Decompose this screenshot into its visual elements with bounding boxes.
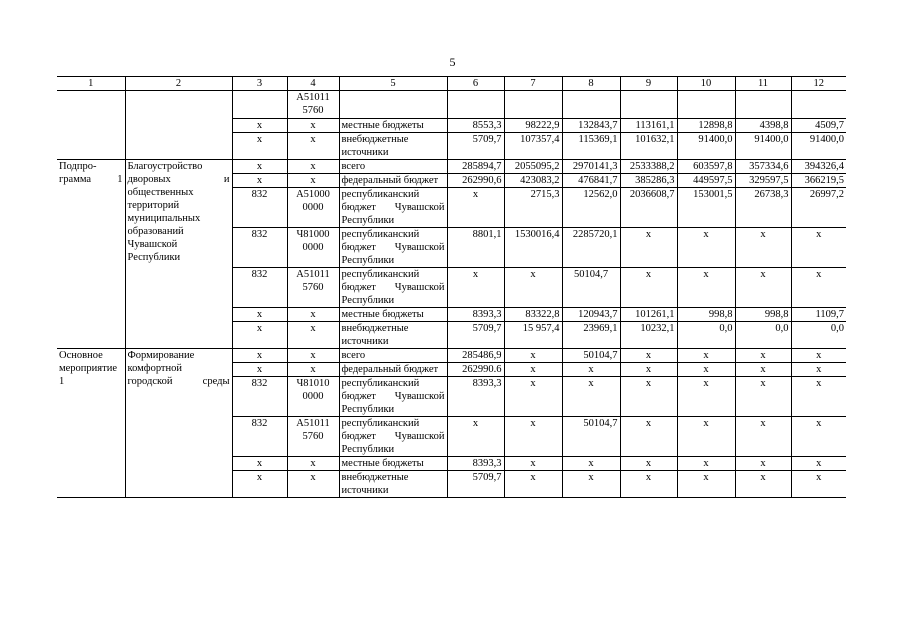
table-row bbox=[57, 91, 846, 119]
value-cell: 50104,7 bbox=[562, 268, 620, 308]
program-name-cell: Основное мероприятие 1 bbox=[57, 349, 125, 498]
column-header: 9 bbox=[620, 77, 677, 91]
value-cell: 2715,3 bbox=[504, 188, 562, 228]
value-cell: 998,8 bbox=[735, 308, 791, 322]
value-cell: х bbox=[735, 349, 791, 363]
value-cell: 91400,0 bbox=[735, 133, 791, 160]
funding-source-cell: местные бюджеты bbox=[339, 457, 447, 471]
column-header: 11 bbox=[735, 77, 791, 91]
funding-source-cell: всего bbox=[339, 160, 447, 174]
target-article-cell: х bbox=[287, 457, 339, 471]
value-cell: х bbox=[504, 417, 562, 457]
value-cell: х bbox=[735, 228, 791, 268]
value-cell: х bbox=[735, 417, 791, 457]
target-article-cell: х bbox=[287, 322, 339, 349]
value-cell: х bbox=[562, 377, 620, 417]
grbs-code-cell: 832 bbox=[232, 268, 287, 308]
value-cell: х bbox=[677, 417, 735, 457]
column-header: 12 bbox=[791, 77, 846, 91]
value-cell: 101632,1 bbox=[620, 133, 677, 160]
value-cell: х bbox=[620, 363, 677, 377]
grbs-code-cell: х bbox=[232, 457, 287, 471]
value-cell: х bbox=[677, 228, 735, 268]
grbs-code-cell: х bbox=[232, 308, 287, 322]
value-cell: х bbox=[504, 363, 562, 377]
column-number-row bbox=[57, 77, 846, 91]
value-cell: 91400,0 bbox=[677, 133, 735, 160]
value-cell: 132843,7 bbox=[562, 119, 620, 133]
budget-table bbox=[57, 76, 846, 498]
value-cell: х bbox=[447, 188, 504, 228]
value-cell: х bbox=[504, 457, 562, 471]
funding-source-cell: местные бюджеты bbox=[339, 308, 447, 322]
value-cell: 113161,1 bbox=[620, 119, 677, 133]
value-cell bbox=[620, 91, 677, 119]
value-cell: х bbox=[791, 268, 846, 308]
value-cell: х bbox=[504, 471, 562, 498]
value-cell: 2036608,7 bbox=[620, 188, 677, 228]
value-cell: 8393,3 bbox=[447, 377, 504, 417]
value-cell: х bbox=[677, 457, 735, 471]
funding-source-cell: республиканский бюджет Чувашской Республики bbox=[339, 228, 447, 268]
funding-source-cell: внебюджетные источники bbox=[339, 322, 447, 349]
value-cell bbox=[562, 91, 620, 119]
value-cell: 357334,6 bbox=[735, 160, 791, 174]
funding-source-cell: внебюджетные источники bbox=[339, 471, 447, 498]
funding-source-cell: всего bbox=[339, 349, 447, 363]
value-cell: 101261,1 bbox=[620, 308, 677, 322]
target-article-cell: А51011 5760 bbox=[287, 417, 339, 457]
value-cell: 1109,7 bbox=[791, 308, 846, 322]
target-article-cell: х bbox=[287, 349, 339, 363]
value-cell: х bbox=[791, 349, 846, 363]
grbs-code-cell: х bbox=[232, 119, 287, 133]
target-article-cell: х bbox=[287, 471, 339, 498]
value-cell: 12562,0 bbox=[562, 188, 620, 228]
column-header: 5 bbox=[339, 77, 447, 91]
grbs-code-cell: х bbox=[232, 471, 287, 498]
grbs-code-cell bbox=[232, 91, 287, 119]
value-cell: 285894,7 bbox=[447, 160, 504, 174]
value-cell: 91400,0 bbox=[791, 133, 846, 160]
funding-source-cell: республиканский бюджет Чувашской Республики bbox=[339, 377, 447, 417]
value-cell: 449597,5 bbox=[677, 174, 735, 188]
value-cell: 476841,7 bbox=[562, 174, 620, 188]
funding-source-cell: внебюджетные источники bbox=[339, 133, 447, 160]
value-cell: х bbox=[562, 471, 620, 498]
value-cell: 83322,8 bbox=[504, 308, 562, 322]
value-cell: х bbox=[791, 228, 846, 268]
value-cell: 8801,1 bbox=[447, 228, 504, 268]
value-cell bbox=[447, 91, 504, 119]
value-cell: х bbox=[620, 457, 677, 471]
value-cell: 285486,9 bbox=[447, 349, 504, 363]
funding-source-cell: федеральный бюджет bbox=[339, 174, 447, 188]
value-cell: 8553,3 bbox=[447, 119, 504, 133]
grbs-code-cell: х bbox=[232, 160, 287, 174]
value-cell: 0,0 bbox=[735, 322, 791, 349]
value-cell: 50104,7 bbox=[562, 349, 620, 363]
value-cell: х bbox=[620, 471, 677, 498]
column-header: 10 bbox=[677, 77, 735, 91]
value-cell: х bbox=[677, 377, 735, 417]
grbs-code-cell: х bbox=[232, 349, 287, 363]
value-cell: х bbox=[735, 363, 791, 377]
value-cell: 603597,8 bbox=[677, 160, 735, 174]
program-title-cell bbox=[125, 91, 232, 160]
value-cell: 262990.6 bbox=[447, 363, 504, 377]
funding-source-cell: республиканский бюджет Чувашской Республики bbox=[339, 268, 447, 308]
value-cell: 423083,2 bbox=[504, 174, 562, 188]
value-cell: 2285720,1 bbox=[562, 228, 620, 268]
target-article-cell: х bbox=[287, 160, 339, 174]
column-header: 3 bbox=[232, 77, 287, 91]
value-cell: х bbox=[735, 377, 791, 417]
value-cell bbox=[504, 91, 562, 119]
funding-source-cell: республиканский бюджет Чувашской Республики bbox=[339, 188, 447, 228]
funding-source-cell: республиканский бюджет Чувашской Республики bbox=[339, 417, 447, 457]
column-header: 7 bbox=[504, 77, 562, 91]
value-cell: х bbox=[504, 349, 562, 363]
target-article-cell: А51011 5760 bbox=[287, 268, 339, 308]
value-cell: 2970141,3 bbox=[562, 160, 620, 174]
funding-source-cell: местные бюджеты bbox=[339, 119, 447, 133]
target-article-cell: х bbox=[287, 174, 339, 188]
value-cell: х bbox=[735, 471, 791, 498]
table-row bbox=[57, 349, 846, 363]
value-cell: х bbox=[504, 377, 562, 417]
grbs-code-cell: 832 bbox=[232, 188, 287, 228]
value-cell: 4509,7 bbox=[791, 119, 846, 133]
value-cell: 8393,3 bbox=[447, 308, 504, 322]
value-cell: 153001,5 bbox=[677, 188, 735, 228]
value-cell: х bbox=[562, 363, 620, 377]
value-cell: х bbox=[791, 363, 846, 377]
value-cell: 0,0 bbox=[677, 322, 735, 349]
value-cell: 0,0 bbox=[791, 322, 846, 349]
grbs-code-cell: х bbox=[232, 363, 287, 377]
value-cell bbox=[791, 91, 846, 119]
value-cell: 26738,3 bbox=[735, 188, 791, 228]
funding-source-cell bbox=[339, 91, 447, 119]
program-name-cell bbox=[57, 91, 125, 160]
value-cell: х bbox=[791, 471, 846, 498]
value-cell: х bbox=[620, 417, 677, 457]
target-article-cell: х bbox=[287, 363, 339, 377]
value-cell: 5709,7 bbox=[447, 471, 504, 498]
value-cell: х bbox=[504, 268, 562, 308]
value-cell: 107357,4 bbox=[504, 133, 562, 160]
value-cell: 998,8 bbox=[677, 308, 735, 322]
value-cell bbox=[735, 91, 791, 119]
value-cell: 26997,2 bbox=[791, 188, 846, 228]
column-header: 8 bbox=[562, 77, 620, 91]
value-cell: 120943,7 bbox=[562, 308, 620, 322]
value-cell: 5709,7 bbox=[447, 133, 504, 160]
target-article-cell: х bbox=[287, 119, 339, 133]
value-cell: 2055095,2 bbox=[504, 160, 562, 174]
column-header: 1 bbox=[57, 77, 125, 91]
funding-source-cell: федеральный бюджет bbox=[339, 363, 447, 377]
grbs-code-cell: х bbox=[232, 174, 287, 188]
value-cell: 5709,7 bbox=[447, 322, 504, 349]
column-header: 6 bbox=[447, 77, 504, 91]
value-cell: 262990,6 bbox=[447, 174, 504, 188]
value-cell: х bbox=[791, 457, 846, 471]
value-cell: 366219,5 bbox=[791, 174, 846, 188]
grbs-code-cell: 832 bbox=[232, 228, 287, 268]
value-cell: х bbox=[620, 268, 677, 308]
grbs-code-cell: 832 bbox=[232, 417, 287, 457]
grbs-code-cell: 832 bbox=[232, 377, 287, 417]
value-cell: 115369,1 bbox=[562, 133, 620, 160]
target-article-cell: х bbox=[287, 133, 339, 160]
program-name-cell: Подпро-грамма 1 bbox=[57, 160, 125, 349]
page-number: 5 bbox=[449, 55, 456, 69]
value-cell: х bbox=[447, 268, 504, 308]
target-article-cell: А51011 5760 bbox=[287, 91, 339, 119]
value-cell: 23969,1 bbox=[562, 322, 620, 349]
value-cell: 15 957,4 bbox=[504, 322, 562, 349]
grbs-code-cell: х bbox=[232, 322, 287, 349]
value-cell: 385286,3 bbox=[620, 174, 677, 188]
value-cell: х bbox=[620, 228, 677, 268]
value-cell: 50104,7 bbox=[562, 417, 620, 457]
program-title-cell: Благоустройство дворовых и общественных территорий муниципальных образований Чувашской Республики bbox=[125, 160, 232, 349]
value-cell: х bbox=[791, 417, 846, 457]
value-cell: 12898,8 bbox=[677, 119, 735, 133]
value-cell: х bbox=[620, 377, 677, 417]
value-cell: х bbox=[677, 363, 735, 377]
value-cell: 394326,4 bbox=[791, 160, 846, 174]
value-cell: х bbox=[562, 457, 620, 471]
value-cell: х bbox=[677, 471, 735, 498]
column-header: 2 bbox=[125, 77, 232, 91]
value-cell: 329597,5 bbox=[735, 174, 791, 188]
target-article-cell: Ч81010 0000 bbox=[287, 377, 339, 417]
value-cell: х bbox=[735, 268, 791, 308]
value-cell: х bbox=[677, 268, 735, 308]
value-cell: х bbox=[791, 377, 846, 417]
value-cell: 2533388,2 bbox=[620, 160, 677, 174]
value-cell: 4398,8 bbox=[735, 119, 791, 133]
value-cell bbox=[677, 91, 735, 119]
value-cell: х bbox=[447, 417, 504, 457]
column-header: 4 bbox=[287, 77, 339, 91]
table-row bbox=[57, 160, 846, 174]
value-cell: 98222,9 bbox=[504, 119, 562, 133]
value-cell: 8393,3 bbox=[447, 457, 504, 471]
value-cell: х bbox=[735, 457, 791, 471]
target-article-cell: Ч81000 0000 bbox=[287, 228, 339, 268]
grbs-code-cell: х bbox=[232, 133, 287, 160]
target-article-cell: х bbox=[287, 308, 339, 322]
program-title-cell: Формирование комфортной городской среды bbox=[125, 349, 232, 498]
value-cell: 10232,1 bbox=[620, 322, 677, 349]
value-cell: х bbox=[620, 349, 677, 363]
value-cell: 1530016,4 bbox=[504, 228, 562, 268]
value-cell: х bbox=[677, 349, 735, 363]
target-article-cell: А51000 0000 bbox=[287, 188, 339, 228]
